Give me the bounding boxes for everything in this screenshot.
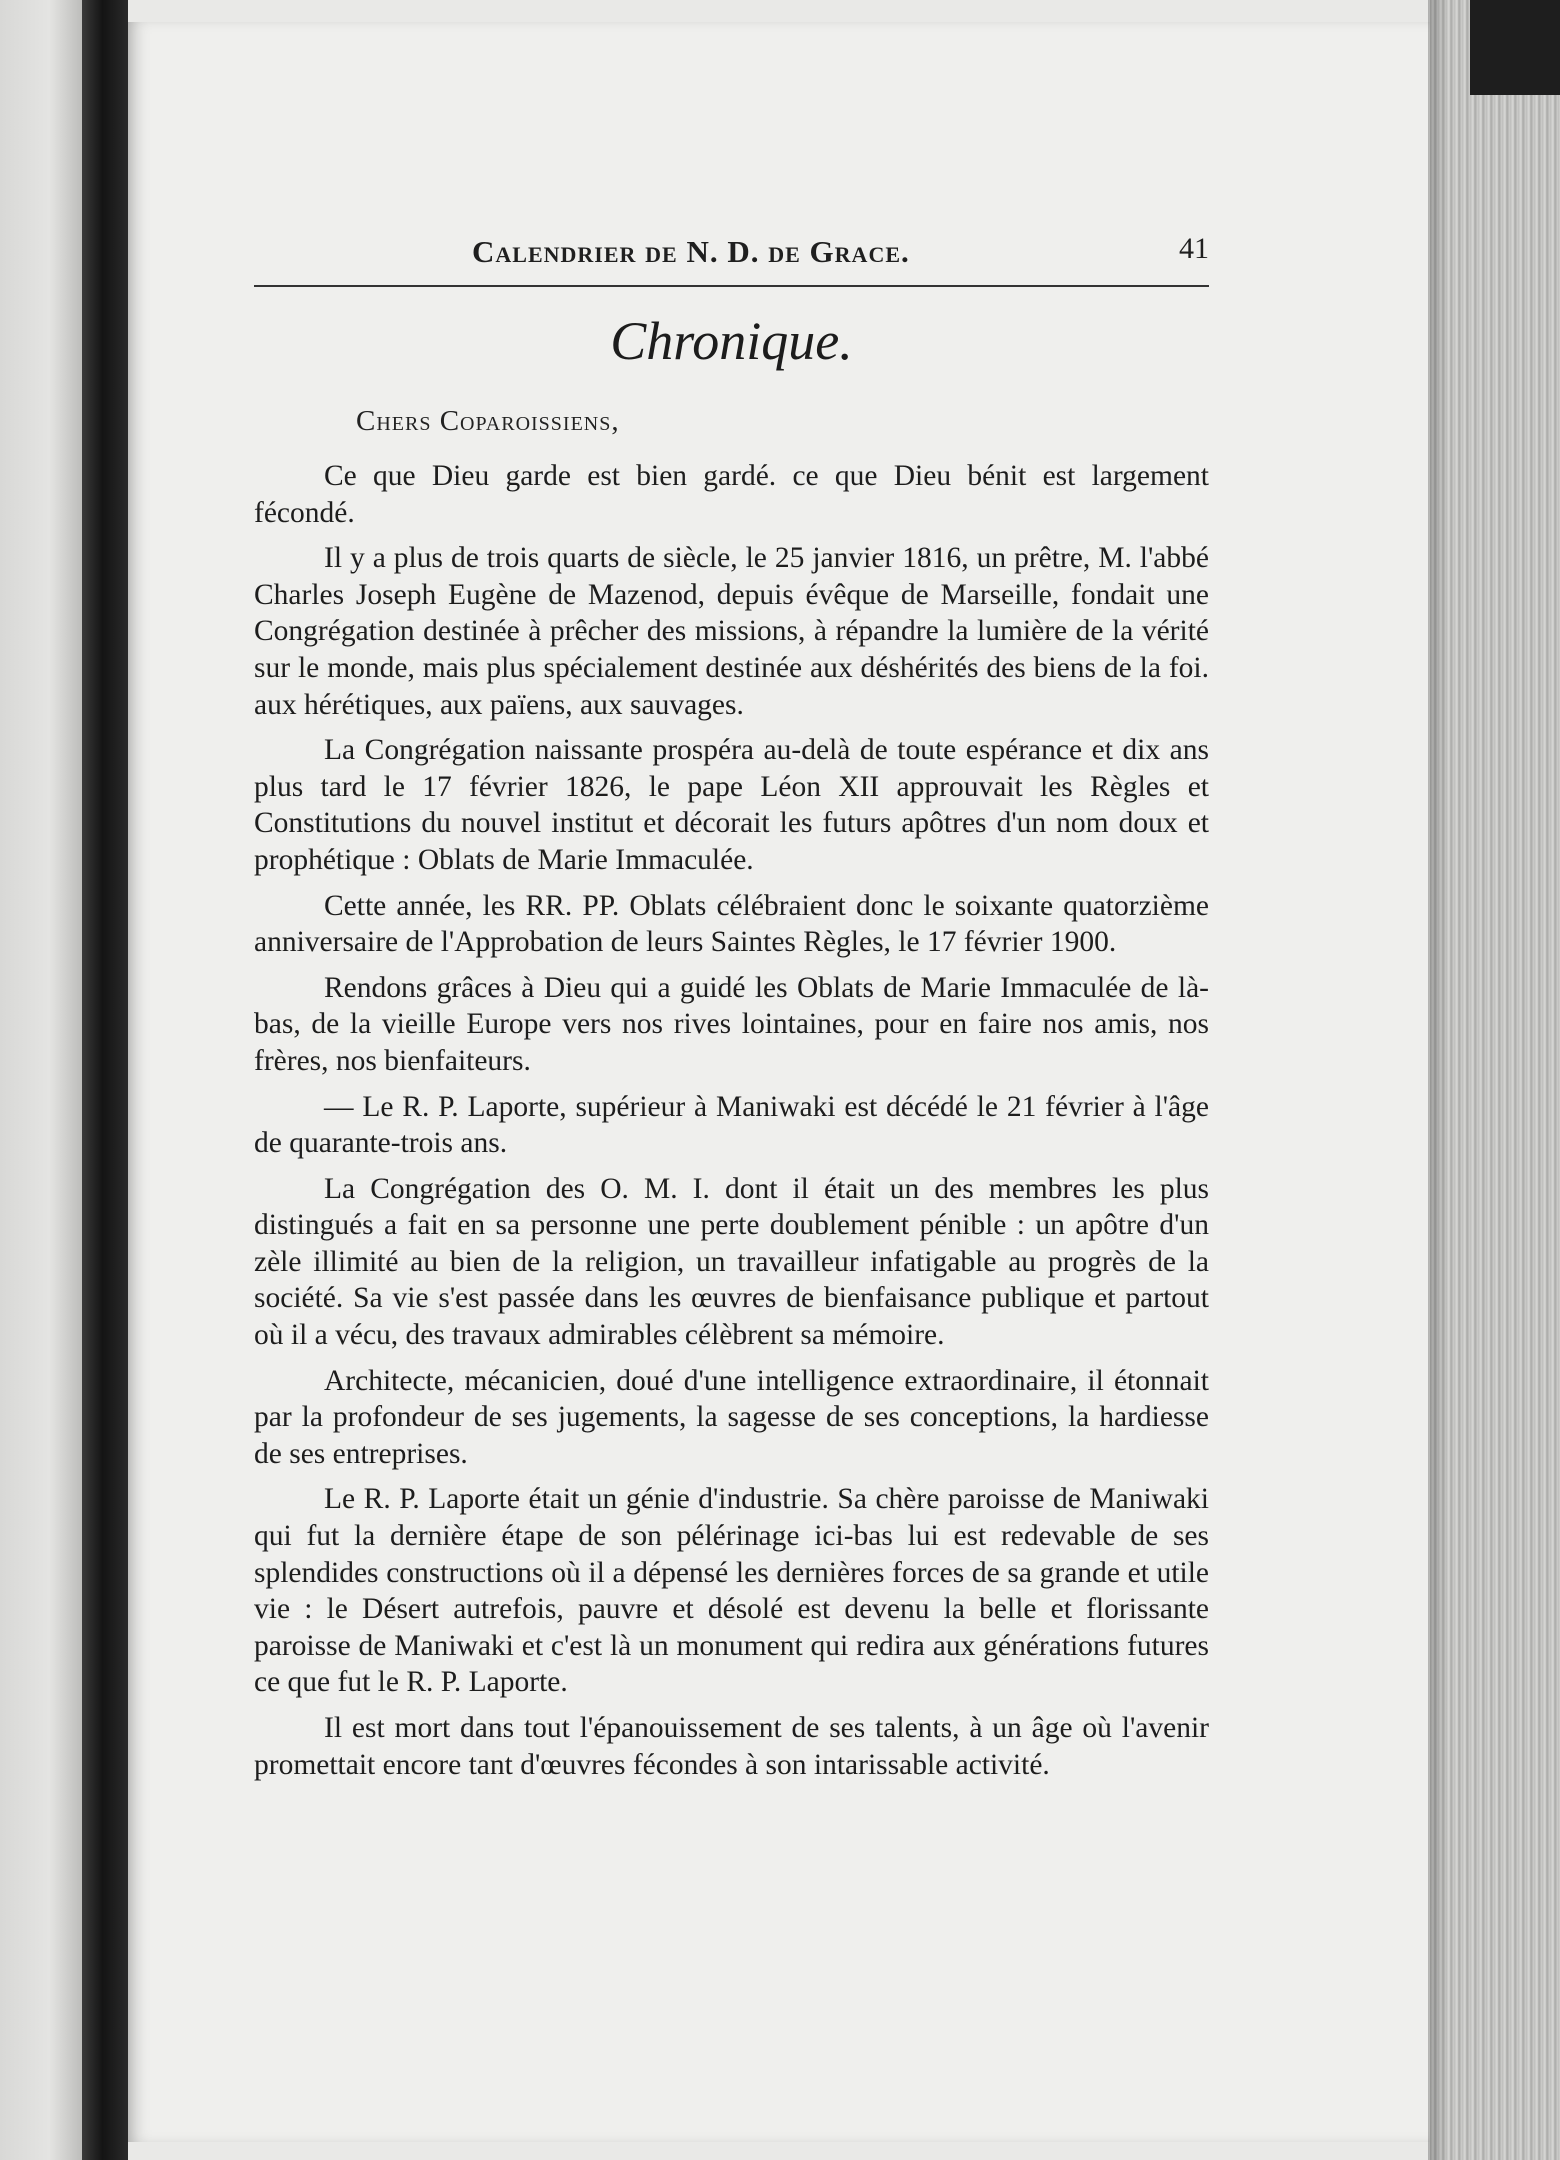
paragraph: — Le R. P. Laporte, supérieur à Maniwaki est décédé le 21 février à l'âge de quarante-trois ans. <box>254 1090 1209 1160</box>
left-page-edge <box>0 0 82 2160</box>
paragraph: Architecte, mécanicien, doué d'une intelligence extraordinaire, il étonnait par la profondeur de ses jugements, la sagesse de ses conceptions, la hardiesse de ses entreprises. <box>254 1364 1209 1470</box>
paragraph: Rendons grâces à Dieu qui a guidé les Oblats de Marie Immaculée de là-bas, de la vieille Europe vers nos rives lointaines, pour en faire nos amis, nos frères, nos bienfaiteurs. <box>254 971 1209 1077</box>
paragraph: Il est mort dans tout l'épanouissement de ses talents, à un âge où l'avenir promettait encore tant d'œuvres fécondes à son intarissable activité. <box>254 1712 1209 1781</box>
paragraph: Ce que Dieu garde est bien gardé. ce que Dieu bénit est largement fécondé. <box>254 460 1209 529</box>
dark-corner <box>1470 0 1560 95</box>
running-header <box>254 230 1209 290</box>
salutation: Chers Coparoissiens, <box>356 405 620 437</box>
header-rule <box>254 285 1209 287</box>
paragraph: La Congrégation naissante prospéra au-delà de toute espérance et dix ans plus tard le 17 février 1826, le pape Léon XII approuvait les Règles et Constitutions du nouvel institut et décorait les futurs apôtres d'un nom doux et prophétique : Oblats de Marie Immaculée. <box>254 734 1209 876</box>
paragraph: Cette année, les RR. PP. Oblats célébraient donc le soixante quatorzième anniversaire de l'Approbation de leurs Saintes Règles, le 17 février 1900. <box>254 889 1209 959</box>
paragraph: La Congrégation des O. M. I. dont il était un des membres les plus distingués a fait en sa personne une perte doublement pénible : un apôtre d'un zèle illimité au bien de la religion, un travailleur infatigable au progrès de la société. Sa vie s'est passée dans les œuvres de bienfaisance publique et partout où il a vécu, des travaux admirables célèbrent sa mémoire. <box>254 1172 1209 1352</box>
page-edge-shadow <box>1428 0 1448 2160</box>
body-text <box>254 458 1209 1792</box>
section-title: Chronique. <box>610 311 853 371</box>
page-stack-edges <box>1430 0 1560 2160</box>
page-number: 41 <box>1179 232 1209 265</box>
running-title: Calendrier de N. D. de Grace. <box>472 234 910 269</box>
paragraph: Le R. P. Laporte était un génie d'industrie. Sa chère paroisse de Maniwaki qui fut la dernière étape de son pélérinage ici-bas lui est redevable de ses splendides constructions où il a dépensé les dernières forces de sa grande et utile vie : le Désert autrefois, pauvre et désolé est devenu la belle et florissante paroisse de Maniwaki et c'est là un monument qui redira aux générations futures ce que fut le R. P. Laporte. <box>254 1483 1209 1699</box>
book-gutter <box>82 0 128 2160</box>
paragraph: Il y a plus de trois quarts de siècle, le 25 janvier 1816, un prêtre, M. l'abbé Charles Joseph Eugène de Mazenod, depuis évêque de Marseille, fondait une Congrégation destinée à prêcher des missions, à répandre la lumière de la vérité sur le monde, mais plus spécialement destinée aux déshérités des biens de la foi. aux hérétiques, aux païens, aux sauvages. <box>254 542 1209 721</box>
